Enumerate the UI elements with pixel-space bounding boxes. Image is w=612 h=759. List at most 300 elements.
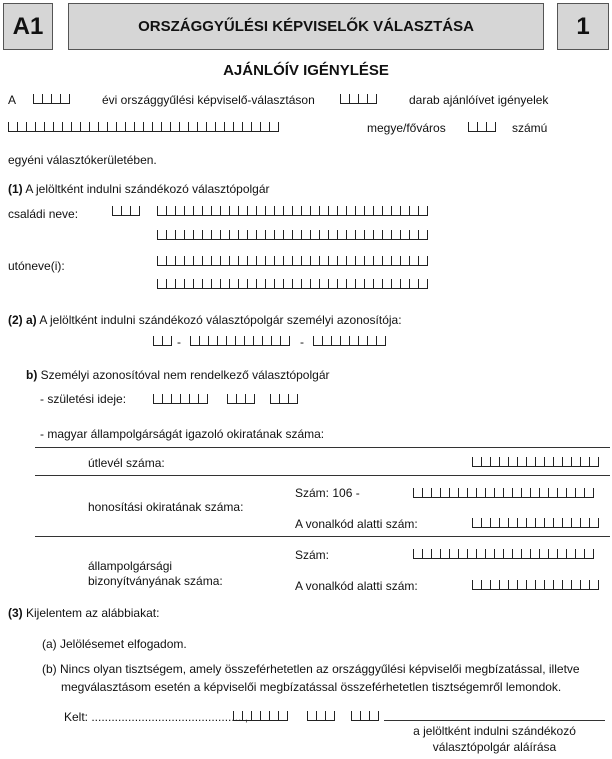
character-cell[interactable] <box>545 580 554 590</box>
character-cell[interactable] <box>536 518 545 528</box>
character-cell[interactable] <box>365 206 374 216</box>
character-cell[interactable] <box>163 336 172 346</box>
character-cell[interactable] <box>52 94 61 104</box>
character-cell[interactable] <box>500 457 509 467</box>
family-name-prefix-field[interactable] <box>112 206 140 216</box>
character-cell[interactable] <box>527 457 536 467</box>
character-cell[interactable] <box>293 256 302 266</box>
character-cell[interactable] <box>189 122 198 132</box>
character-cell[interactable] <box>293 279 302 289</box>
character-cell[interactable] <box>347 279 356 289</box>
character-cell[interactable] <box>252 711 261 721</box>
id-part-3-field[interactable] <box>313 336 386 346</box>
character-cell[interactable] <box>585 549 594 559</box>
character-cell[interactable] <box>314 336 323 346</box>
character-cell[interactable] <box>194 230 203 240</box>
character-cell[interactable] <box>43 94 52 104</box>
character-cell[interactable] <box>581 457 590 467</box>
character-cell[interactable] <box>329 230 338 240</box>
character-cell[interactable] <box>338 256 347 266</box>
barcode-number-field-2[interactable] <box>472 580 599 590</box>
character-cell[interactable] <box>275 230 284 240</box>
naturalization-number-field[interactable] <box>413 488 594 498</box>
character-cell[interactable] <box>459 488 468 498</box>
character-cell[interactable] <box>392 256 401 266</box>
character-cell[interactable] <box>419 279 428 289</box>
character-cell[interactable] <box>558 488 567 498</box>
given-name-field-2[interactable] <box>157 279 428 289</box>
character-cell[interactable] <box>323 336 332 346</box>
character-cell[interactable] <box>34 94 43 104</box>
character-cell[interactable] <box>158 206 167 216</box>
character-cell[interactable] <box>356 256 365 266</box>
character-cell[interactable] <box>374 230 383 240</box>
character-cell[interactable] <box>308 711 317 721</box>
character-cell[interactable] <box>144 122 153 132</box>
character-cell[interactable] <box>284 206 293 216</box>
character-cell[interactable] <box>246 394 255 404</box>
character-cell[interactable] <box>368 336 377 346</box>
character-cell[interactable] <box>432 488 441 498</box>
character-cell[interactable] <box>254 336 263 346</box>
character-cell[interactable] <box>554 580 563 590</box>
character-cell[interactable] <box>536 580 545 590</box>
character-cell[interactable] <box>423 549 432 559</box>
character-cell[interactable] <box>590 518 599 528</box>
character-cell[interactable] <box>236 336 245 346</box>
character-cell[interactable] <box>563 518 572 528</box>
character-cell[interactable] <box>270 711 279 721</box>
character-cell[interactable] <box>266 256 275 266</box>
character-cell[interactable] <box>341 336 350 346</box>
character-cell[interactable] <box>239 206 248 216</box>
character-cell[interactable] <box>212 279 221 289</box>
character-cell[interactable] <box>280 394 289 404</box>
character-cell[interactable] <box>410 230 419 240</box>
character-cell[interactable] <box>563 457 572 467</box>
character-cell[interactable] <box>545 518 554 528</box>
character-cell[interactable] <box>181 394 190 404</box>
character-cell[interactable] <box>450 549 459 559</box>
character-cell[interactable] <box>341 94 350 104</box>
character-cell[interactable] <box>536 457 545 467</box>
character-cell[interactable] <box>271 394 280 404</box>
family-name-field-2[interactable] <box>157 230 428 240</box>
character-cell[interactable] <box>257 279 266 289</box>
character-cell[interactable] <box>527 518 536 528</box>
character-cell[interactable] <box>203 230 212 240</box>
character-cell[interactable] <box>154 336 163 346</box>
character-cell[interactable] <box>491 580 500 590</box>
character-cell[interactable] <box>545 457 554 467</box>
certificate-number-field[interactable] <box>413 549 594 559</box>
character-cell[interactable] <box>518 518 527 528</box>
character-cell[interactable] <box>441 488 450 498</box>
character-cell[interactable] <box>230 206 239 216</box>
character-cell[interactable] <box>361 711 370 721</box>
character-cell[interactable] <box>221 279 230 289</box>
character-cell[interactable] <box>414 549 423 559</box>
character-cell[interactable] <box>477 549 486 559</box>
character-cell[interactable] <box>491 457 500 467</box>
character-cell[interactable] <box>180 122 189 132</box>
character-cell[interactable] <box>495 549 504 559</box>
character-cell[interactable] <box>266 279 275 289</box>
character-cell[interactable] <box>554 518 563 528</box>
character-cell[interactable] <box>239 279 248 289</box>
character-cell[interactable] <box>359 94 368 104</box>
character-cell[interactable] <box>18 122 27 132</box>
character-cell[interactable] <box>261 122 270 132</box>
character-cell[interactable] <box>61 94 70 104</box>
character-cell[interactable] <box>338 230 347 240</box>
character-cell[interactable] <box>486 549 495 559</box>
character-cell[interactable] <box>450 488 459 498</box>
character-cell[interactable] <box>329 206 338 216</box>
birth-month-field[interactable] <box>227 394 255 404</box>
character-cell[interactable] <box>540 488 549 498</box>
character-cell[interactable] <box>293 206 302 216</box>
character-cell[interactable] <box>419 206 428 216</box>
character-cell[interactable] <box>221 230 230 240</box>
character-cell[interactable] <box>531 549 540 559</box>
character-cell[interactable] <box>518 580 527 590</box>
character-cell[interactable] <box>302 230 311 240</box>
character-cell[interactable] <box>572 457 581 467</box>
character-cell[interactable] <box>554 457 563 467</box>
character-cell[interactable] <box>212 206 221 216</box>
character-cell[interactable] <box>190 394 199 404</box>
character-cell[interactable] <box>527 580 536 590</box>
character-cell[interactable] <box>272 336 281 346</box>
character-cell[interactable] <box>383 230 392 240</box>
character-cell[interactable] <box>257 230 266 240</box>
character-cell[interactable] <box>263 336 272 346</box>
character-cell[interactable] <box>113 206 122 216</box>
character-cell[interactable] <box>239 230 248 240</box>
character-cell[interactable] <box>279 711 288 721</box>
character-cell[interactable] <box>284 279 293 289</box>
character-cell[interactable] <box>513 549 522 559</box>
character-cell[interactable] <box>185 279 194 289</box>
character-cell[interactable] <box>167 279 176 289</box>
character-cell[interactable] <box>509 580 518 590</box>
character-cell[interactable] <box>572 518 581 528</box>
character-cell[interactable] <box>158 256 167 266</box>
character-cell[interactable] <box>320 256 329 266</box>
character-cell[interactable] <box>414 488 423 498</box>
character-cell[interactable] <box>163 394 172 404</box>
sign-year-field[interactable] <box>233 711 288 721</box>
character-cell[interactable] <box>248 279 257 289</box>
character-cell[interactable] <box>154 394 163 404</box>
character-cell[interactable] <box>135 122 144 132</box>
sheet-count-field[interactable] <box>340 94 377 104</box>
character-cell[interactable] <box>329 279 338 289</box>
character-cell[interactable] <box>419 256 428 266</box>
character-cell[interactable] <box>473 518 482 528</box>
character-cell[interactable] <box>207 122 216 132</box>
character-cell[interactable] <box>383 206 392 216</box>
character-cell[interactable] <box>284 256 293 266</box>
year-field[interactable] <box>33 94 70 104</box>
character-cell[interactable] <box>243 122 252 132</box>
character-cell[interactable] <box>567 549 576 559</box>
character-cell[interactable] <box>522 488 531 498</box>
character-cell[interactable] <box>248 256 257 266</box>
character-cell[interactable] <box>374 256 383 266</box>
character-cell[interactable] <box>338 206 347 216</box>
character-cell[interactable] <box>275 279 284 289</box>
character-cell[interactable] <box>482 518 491 528</box>
character-cell[interactable] <box>248 206 257 216</box>
character-cell[interactable] <box>590 580 599 590</box>
character-cell[interactable] <box>27 122 36 132</box>
passport-number-field[interactable] <box>472 457 599 467</box>
character-cell[interactable] <box>504 488 513 498</box>
character-cell[interactable] <box>370 711 379 721</box>
character-cell[interactable] <box>212 230 221 240</box>
character-cell[interactable] <box>99 122 108 132</box>
character-cell[interactable] <box>191 336 200 346</box>
character-cell[interactable] <box>365 279 374 289</box>
character-cell[interactable] <box>194 256 203 266</box>
district-number-field[interactable] <box>468 122 496 132</box>
barcode-number-field-1[interactable] <box>472 518 599 528</box>
character-cell[interactable] <box>117 122 126 132</box>
character-cell[interactable] <box>392 279 401 289</box>
character-cell[interactable] <box>63 122 72 132</box>
character-cell[interactable] <box>459 549 468 559</box>
character-cell[interactable] <box>257 206 266 216</box>
character-cell[interactable] <box>347 206 356 216</box>
character-cell[interactable] <box>320 206 329 216</box>
character-cell[interactable] <box>332 336 341 346</box>
character-cell[interactable] <box>239 256 248 266</box>
character-cell[interactable] <box>423 488 432 498</box>
character-cell[interactable] <box>199 394 208 404</box>
character-cell[interactable] <box>221 256 230 266</box>
character-cell[interactable] <box>275 206 284 216</box>
character-cell[interactable] <box>350 94 359 104</box>
character-cell[interactable] <box>540 549 549 559</box>
character-cell[interactable] <box>356 279 365 289</box>
character-cell[interactable] <box>90 122 99 132</box>
character-cell[interactable] <box>171 122 180 132</box>
character-cell[interactable] <box>513 488 522 498</box>
character-cell[interactable] <box>131 206 140 216</box>
character-cell[interactable] <box>72 122 81 132</box>
character-cell[interactable] <box>326 711 335 721</box>
character-cell[interactable] <box>320 279 329 289</box>
character-cell[interactable] <box>581 518 590 528</box>
character-cell[interactable] <box>477 488 486 498</box>
character-cell[interactable] <box>227 336 236 346</box>
character-cell[interactable] <box>383 256 392 266</box>
character-cell[interactable] <box>209 336 218 346</box>
character-cell[interactable] <box>245 336 254 346</box>
character-cell[interactable] <box>500 518 509 528</box>
character-cell[interactable] <box>468 549 477 559</box>
character-cell[interactable] <box>311 256 320 266</box>
character-cell[interactable] <box>218 336 227 346</box>
sign-day-field[interactable] <box>351 711 379 721</box>
character-cell[interactable] <box>482 457 491 467</box>
character-cell[interactable] <box>122 206 131 216</box>
sign-month-field[interactable] <box>307 711 335 721</box>
birth-year-field[interactable] <box>153 394 208 404</box>
character-cell[interactable] <box>585 488 594 498</box>
character-cell[interactable] <box>284 230 293 240</box>
character-cell[interactable] <box>167 206 176 216</box>
character-cell[interactable] <box>401 206 410 216</box>
character-cell[interactable] <box>153 122 162 132</box>
character-cell[interactable] <box>482 580 491 590</box>
character-cell[interactable] <box>311 279 320 289</box>
character-cell[interactable] <box>486 488 495 498</box>
character-cell[interactable] <box>374 279 383 289</box>
character-cell[interactable] <box>401 279 410 289</box>
character-cell[interactable] <box>317 711 326 721</box>
character-cell[interactable] <box>311 206 320 216</box>
character-cell[interactable] <box>311 230 320 240</box>
character-cell[interactable] <box>9 122 18 132</box>
id-part-1-field[interactable] <box>153 336 172 346</box>
character-cell[interactable] <box>356 206 365 216</box>
character-cell[interactable] <box>590 457 599 467</box>
birth-day-field[interactable] <box>270 394 298 404</box>
character-cell[interactable] <box>228 394 237 404</box>
character-cell[interactable] <box>356 230 365 240</box>
character-cell[interactable] <box>531 488 540 498</box>
character-cell[interactable] <box>176 206 185 216</box>
character-cell[interactable] <box>365 230 374 240</box>
character-cell[interactable] <box>158 279 167 289</box>
character-cell[interactable] <box>432 549 441 559</box>
character-cell[interactable] <box>270 122 279 132</box>
character-cell[interactable] <box>185 206 194 216</box>
character-cell[interactable] <box>365 256 374 266</box>
character-cell[interactable] <box>230 230 239 240</box>
character-cell[interactable] <box>225 122 234 132</box>
character-cell[interactable] <box>576 488 585 498</box>
character-cell[interactable] <box>176 256 185 266</box>
character-cell[interactable] <box>320 230 329 240</box>
character-cell[interactable] <box>563 580 572 590</box>
character-cell[interactable] <box>36 122 45 132</box>
character-cell[interactable] <box>350 336 359 346</box>
id-part-2-field[interactable] <box>190 336 290 346</box>
character-cell[interactable] <box>266 206 275 216</box>
character-cell[interactable] <box>172 394 181 404</box>
character-cell[interactable] <box>185 230 194 240</box>
character-cell[interactable] <box>549 488 558 498</box>
character-cell[interactable] <box>518 457 527 467</box>
character-cell[interactable] <box>221 206 230 216</box>
character-cell[interactable] <box>392 230 401 240</box>
character-cell[interactable] <box>487 122 496 132</box>
character-cell[interactable] <box>167 256 176 266</box>
character-cell[interactable] <box>495 488 504 498</box>
character-cell[interactable] <box>478 122 487 132</box>
character-cell[interactable] <box>352 711 361 721</box>
county-field[interactable] <box>8 122 279 132</box>
character-cell[interactable] <box>162 122 171 132</box>
character-cell[interactable] <box>581 580 590 590</box>
character-cell[interactable] <box>216 122 225 132</box>
character-cell[interactable] <box>158 230 167 240</box>
character-cell[interactable] <box>176 279 185 289</box>
character-cell[interactable] <box>257 256 266 266</box>
character-cell[interactable] <box>212 256 221 266</box>
character-cell[interactable] <box>203 279 212 289</box>
character-cell[interactable] <box>509 518 518 528</box>
given-name-field-1[interactable] <box>157 256 428 266</box>
character-cell[interactable] <box>266 230 275 240</box>
character-cell[interactable] <box>293 230 302 240</box>
character-cell[interactable] <box>275 256 284 266</box>
character-cell[interactable] <box>410 279 419 289</box>
character-cell[interactable] <box>410 206 419 216</box>
character-cell[interactable] <box>469 122 478 132</box>
character-cell[interactable] <box>198 122 207 132</box>
character-cell[interactable] <box>302 279 311 289</box>
character-cell[interactable] <box>441 549 450 559</box>
character-cell[interactable] <box>419 230 428 240</box>
family-name-field-1[interactable] <box>157 206 428 216</box>
character-cell[interactable] <box>203 256 212 266</box>
character-cell[interactable] <box>576 549 585 559</box>
character-cell[interactable] <box>383 279 392 289</box>
character-cell[interactable] <box>500 580 509 590</box>
character-cell[interactable] <box>289 394 298 404</box>
character-cell[interactable] <box>558 549 567 559</box>
character-cell[interactable] <box>203 206 212 216</box>
character-cell[interactable] <box>549 549 558 559</box>
character-cell[interactable] <box>302 206 311 216</box>
character-cell[interactable] <box>200 336 209 346</box>
character-cell[interactable] <box>392 206 401 216</box>
character-cell[interactable] <box>522 549 531 559</box>
character-cell[interactable] <box>473 580 482 590</box>
character-cell[interactable] <box>126 122 135 132</box>
character-cell[interactable] <box>230 279 239 289</box>
character-cell[interactable] <box>468 488 477 498</box>
character-cell[interactable] <box>243 711 252 721</box>
character-cell[interactable] <box>248 230 257 240</box>
character-cell[interactable] <box>194 206 203 216</box>
signature-line[interactable] <box>384 720 605 721</box>
character-cell[interactable] <box>567 488 576 498</box>
character-cell[interactable] <box>54 122 63 132</box>
character-cell[interactable] <box>234 711 243 721</box>
character-cell[interactable] <box>338 279 347 289</box>
character-cell[interactable] <box>176 230 185 240</box>
character-cell[interactable] <box>473 457 482 467</box>
character-cell[interactable] <box>401 230 410 240</box>
character-cell[interactable] <box>302 256 311 266</box>
character-cell[interactable] <box>329 256 338 266</box>
character-cell[interactable] <box>167 230 176 240</box>
character-cell[interactable] <box>377 336 386 346</box>
character-cell[interactable] <box>368 94 377 104</box>
character-cell[interactable] <box>81 122 90 132</box>
character-cell[interactable] <box>281 336 290 346</box>
character-cell[interactable] <box>252 122 261 132</box>
character-cell[interactable] <box>185 256 194 266</box>
character-cell[interactable] <box>410 256 419 266</box>
character-cell[interactable] <box>347 230 356 240</box>
